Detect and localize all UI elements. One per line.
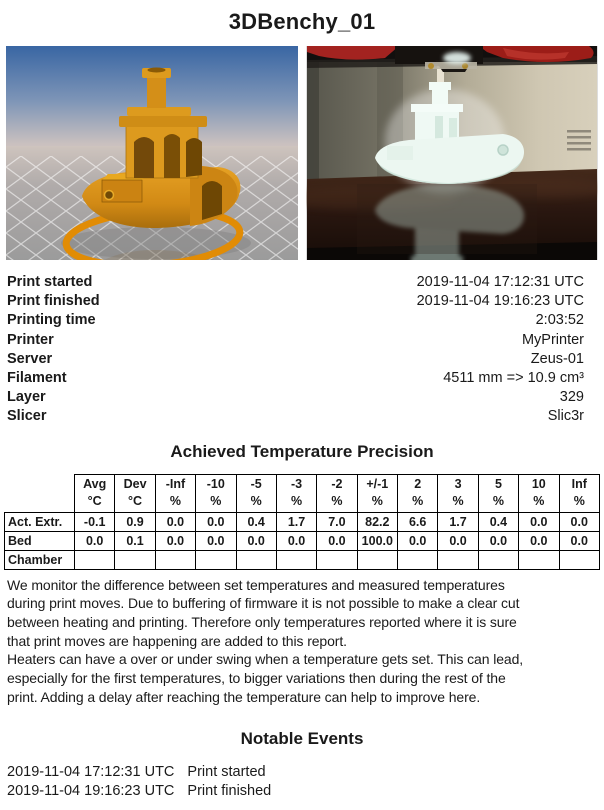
- temp-cell: 0.0: [478, 531, 518, 550]
- event-description: Print started: [187, 763, 266, 780]
- webcam-photo-art: [306, 46, 598, 260]
- temp-col-name: 5: [494, 477, 502, 492]
- temp-cell: 0.0: [317, 531, 357, 550]
- temp-col-unit: °C: [87, 494, 102, 509]
- temp-table-row: [5, 550, 600, 569]
- events-list: [0, 763, 604, 802]
- temp-col-name: -5: [250, 477, 262, 492]
- temp-cell: 0.0: [196, 512, 236, 531]
- temp-cell: [196, 550, 236, 569]
- temp-col-header: [438, 474, 478, 512]
- table-corner-cell: [5, 474, 75, 512]
- temp-cell: [236, 550, 276, 569]
- detail-label: Print started: [7, 274, 93, 290]
- temp-cell: [357, 550, 397, 569]
- temp-col-name: -10: [206, 477, 225, 492]
- detail-value: 2:03:52: [535, 312, 584, 329]
- temp-col-header: [357, 474, 397, 512]
- detail-value: MyPrinter: [521, 331, 584, 348]
- temp-cell: 0.0: [559, 531, 600, 550]
- temp-col-header: [155, 474, 195, 512]
- temp-col-name: -2: [331, 477, 343, 492]
- temp-cell: 1.7: [438, 512, 478, 531]
- temp-col-name: Avg: [83, 477, 107, 492]
- temp-cell: [276, 550, 316, 569]
- temp-cell: 0.0: [559, 512, 600, 531]
- description-line: We monitor the difference between set temperatures and measured temperatures: [7, 576, 505, 593]
- temp-cell: 82.2: [357, 512, 397, 531]
- model-render-art: [6, 46, 298, 260]
- detail-label: Printing time: [7, 312, 96, 329]
- temp-cell: 0.0: [236, 531, 276, 550]
- detail-row: [0, 292, 604, 311]
- temp-col-name: -3: [291, 477, 303, 492]
- description-line: between heating and printing. Therefore only temperatures reported where it is sure: [7, 614, 517, 631]
- temp-cell: 1.7: [276, 512, 316, 531]
- temp-cell: 0.1: [115, 531, 155, 550]
- temp-row-label: Act. Extr.: [5, 512, 75, 531]
- details-list: [0, 273, 604, 427]
- temp-cell: -0.1: [75, 512, 115, 531]
- temp-cell: 0.0: [75, 531, 115, 550]
- temp-cell: 0.0: [155, 531, 195, 550]
- temp-col-unit: %: [371, 494, 383, 509]
- temp-col-name: -Inf: [165, 477, 186, 492]
- temp-table-row: [5, 531, 600, 550]
- temp-cell: 0.0: [438, 531, 478, 550]
- temp-col-unit: %: [210, 494, 222, 509]
- temp-col-header: [317, 474, 357, 512]
- temp-cell: [75, 550, 115, 569]
- event-description: Print finished: [187, 783, 272, 800]
- temp-col-unit: %: [412, 494, 424, 509]
- temp-cell: 0.0: [519, 512, 559, 531]
- temp-col-header: [115, 474, 155, 512]
- temp-col-header: [559, 474, 600, 512]
- temp-cell: [559, 550, 600, 569]
- temp-col-name: Inf: [571, 477, 587, 492]
- temp-cell: 0.0: [196, 531, 236, 550]
- temp-col-name: 3: [454, 477, 462, 492]
- temp-col-unit: %: [492, 494, 504, 509]
- temp-col-unit: %: [573, 494, 585, 509]
- detail-value: 329: [559, 389, 584, 406]
- event-row: [0, 782, 604, 802]
- temp-table-row: [5, 512, 600, 531]
- temp-col-header: [276, 474, 316, 512]
- detail-row: [0, 369, 604, 388]
- temp-cell: [317, 550, 357, 569]
- temp-row-label: Bed: [5, 531, 75, 550]
- temp-col-name: Dev: [123, 477, 147, 492]
- temperature-section-title: Achieved Temperature Precision: [170, 441, 434, 461]
- events-section-title: Notable Events: [240, 728, 364, 748]
- model-render-image: [6, 46, 298, 260]
- detail-label: Printer: [7, 331, 54, 348]
- temp-col-unit: °C: [128, 494, 143, 509]
- temp-col-header: [236, 474, 276, 512]
- temp-cell: [519, 550, 559, 569]
- temperature-table: [4, 474, 600, 570]
- temp-col-unit: %: [250, 494, 262, 509]
- temp-cell: [438, 550, 478, 569]
- description-line: during print moves. Due to buffering of firmware it is not possible to make a clear cut: [7, 595, 520, 612]
- temp-col-unit: %: [291, 494, 303, 509]
- temp-cell: 7.0: [317, 512, 357, 531]
- temp-col-header: [398, 474, 438, 512]
- temp-cell: 0.9: [115, 512, 155, 531]
- detail-label: Slicer: [7, 408, 47, 425]
- temp-cell: 0.4: [236, 512, 276, 531]
- detail-label: Print finished: [7, 293, 100, 310]
- temp-cell: 0.0: [398, 531, 438, 550]
- temp-cell: [398, 550, 438, 569]
- temp-col-header: [478, 474, 518, 512]
- detail-value: Zeus-01: [530, 350, 584, 367]
- temp-col-unit: %: [533, 494, 545, 509]
- temp-cell: 0.0: [519, 531, 559, 550]
- temp-col-name: 2: [414, 477, 422, 492]
- temp-cell: [155, 550, 195, 569]
- temp-cell: 6.6: [398, 512, 438, 531]
- temperature-table-head: [5, 474, 600, 512]
- detail-row: [0, 350, 604, 369]
- temp-col-unit: %: [169, 494, 181, 509]
- temp-row-label: Chamber: [5, 550, 75, 569]
- detail-row: [0, 273, 604, 292]
- temp-cell: 0.0: [276, 531, 316, 550]
- detail-row: [0, 331, 604, 350]
- temp-cell: 0.4: [478, 512, 518, 531]
- detail-label: Layer: [7, 389, 46, 406]
- temp-col-name: 10: [531, 477, 546, 492]
- detail-value: 2019-11-04 19:16:23 UTC: [416, 293, 584, 310]
- description-line: that print moves are happening are added to this report.: [7, 632, 347, 649]
- temp-cell: 0.0: [155, 512, 195, 531]
- temp-col-name: +/-1: [366, 477, 389, 492]
- description-line: print. Adding a delay after reaching the temperature can help to improve here.: [7, 688, 481, 705]
- temp-cell: 100.0: [357, 531, 397, 550]
- temp-col-header: [519, 474, 559, 512]
- temp-col-unit: %: [331, 494, 343, 509]
- detail-value: 4511 mm => 10.9 cm³: [443, 370, 584, 387]
- event-timestamp: 2019-11-04 17:12:31 UTC: [7, 763, 175, 780]
- webcam-photo-image: [306, 46, 598, 260]
- description-line: Heaters can have a over or under swing when a temperature gets set. This can lead,: [7, 651, 524, 668]
- temperature-table-body: [5, 512, 600, 569]
- detail-row: [0, 407, 604, 426]
- temp-cell: [478, 550, 518, 569]
- event-timestamp: 2019-11-04 19:16:23 UTC: [7, 783, 175, 800]
- description-line: especially for the first temperatures, to bigger variations then during the rest of the: [7, 670, 506, 687]
- page-title: 3DBenchy_01: [228, 9, 376, 34]
- temp-cell: [115, 550, 155, 569]
- preview-images-row: [0, 38, 604, 260]
- temp-col-header: [196, 474, 236, 512]
- detail-row: [0, 311, 604, 330]
- event-row: [0, 763, 604, 783]
- detail-label: Filament: [7, 370, 67, 387]
- temp-col-unit: %: [452, 494, 464, 509]
- detail-label: Server: [7, 350, 53, 367]
- detail-value: 2019-11-04 17:12:31 UTC: [416, 274, 584, 290]
- temperature-description: [0, 570, 604, 707]
- temp-col-header: [75, 474, 115, 512]
- detail-value: Slic3r: [547, 408, 584, 425]
- detail-row: [0, 388, 604, 407]
